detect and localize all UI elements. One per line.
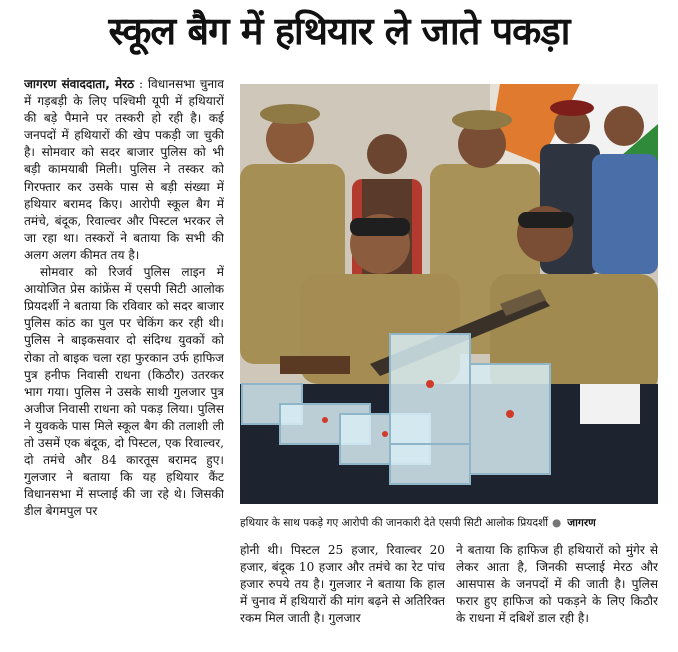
paragraph-4: ने बताया कि हाफिज ही हथियारों को मुंगेर से लेकर आता है, जिनकी सप्लाई मेरठ और आसपास के जनपदों में की जाती है। पुलिस फरार हुए हाफिज को पकड़ने के लिए किठौर के राधना में दबिशें डाल रही है। (456, 543, 658, 626)
article-column-2 (240, 542, 445, 650)
dateline: जागरण संवाददाता, मेरठ (24, 77, 135, 91)
headline: स्कूल बैग में हथियार ले जाते पकड़ा (108, 9, 570, 53)
photo-caption (240, 512, 660, 534)
photo-credit: जागरण (567, 517, 596, 529)
article-column-3 (456, 542, 658, 650)
paragraph-1 (24, 76, 224, 264)
paragraph-3: होनी थी। पिस्टल 25 हजार, रिवाल्वर 20 हजार, बंदूक 10 हजार और तमंचे का रेट पांच हजार रुपये तय है। गुलजार ने बताया कि हाल में चुनाव में हथियारों की मांग बढ़ने से अतिरिक्त रकम मिल जाती है। गुलजार (240, 543, 445, 626)
paragraph-1-text: : विधानसभा चुनाव में गड़बड़ी के लिए पश्चिमी यूपी में हथियारों की बड़े पैमाने पर तस्करी हो रही है। कई जनपदों में हथियारों की खेप पकड़ी जा चुकी है। सोमवार को सदर बाजार पुलिस को भी बड़ी कामयाबी मिली। पुलिस ने तस्कर को गिरफ्तार कर उसके पास से बड़ी संख्या में हथियार बरामद किए। आरोपी स्कूल बैग में तमंचे, बंदूक, रिवाल्वर और पिस्टल भरकर ले जा रहा था। तस्करों ने बताया कि सभी की अलग अलग कीमत तय है। (24, 77, 224, 262)
caption-bullet: ● (552, 517, 562, 529)
caption-text: हथियार के साथ पकड़े गए आरोपी की जानकारी देते एसपी सिटी आलोक प्रियदर्शी (240, 517, 549, 529)
paragraph-2: सोमवार को रिजर्व पुलिस लाइन में आयोजित प्रेस कांफ्रेंस में एसपी सिटी आलोक प्रियदर्शी ने बताया कि रविवार को सदर बाजार पुलिस कांठ का पुल पर चेकिंग कर रही थी। पुलिस ने बाइकसवार दो संदिग्ध युवकों को रोका तो बाइक चला रहा फुरकान उर्फ हाफिज पुत्र हनीफ निवासी राधना (किठौर) उतरकर भाग गया। पुलिस ने उसके साथी गुलजार पुत्र अजीज निवासी राधना को पकड़ लिया। पुलिस ने युवकके पास मिले स्कूल बैग की तलाशी ली तो उसमें एक बंदूक, दो पिस्टल, एक रिवाल्वर, दो तमंचे और 84 कारतूस बरामद हुए। गुलजार ने बताया कि यह हथियार कैंट विधानसभा में सप्लाई की जा रहे थे। जिसकी डील बेगमपुल पर (24, 265, 224, 519)
news-photo (240, 84, 658, 504)
article-column-1 (24, 76, 224, 648)
